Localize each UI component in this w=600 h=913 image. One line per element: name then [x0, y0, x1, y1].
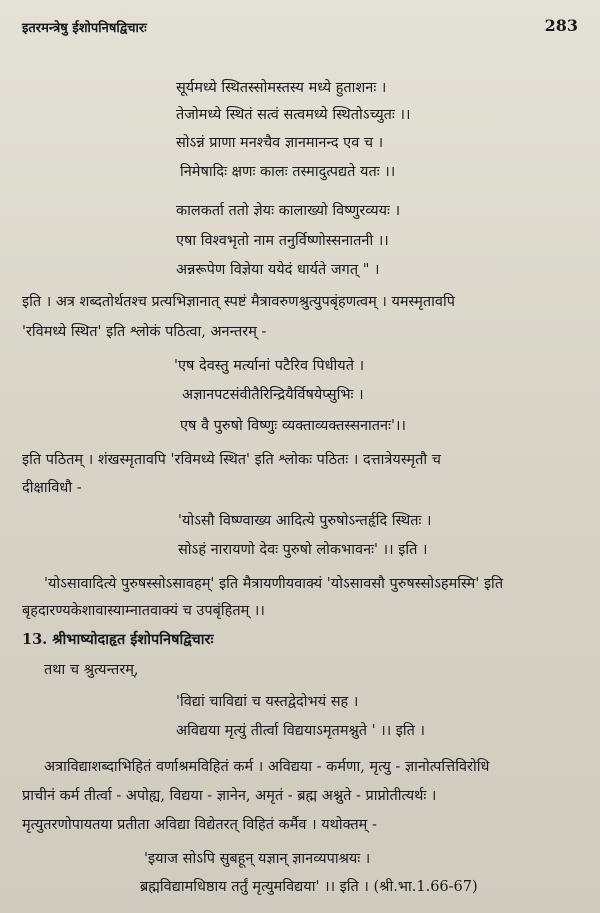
body-text-line: इति पठितम् । शंखस्मृतावपि 'रविमध्ये स्थित' इति श्लोकः पठितः । दत्तात्रेयस्मृतौ च: [22, 452, 441, 468]
body-text-line: 'योऽसावादित्ये पुरुषस्सोऽसावहम्' इति मैत्रायणीयवाक्यं 'योऽसावसौ पुरुषस्सोऽहमस्मि' इति: [44, 576, 504, 592]
page-number: 283: [544, 16, 578, 35]
verse-line: एष वै पुरुषो विष्णुः व्यक्ताव्यक्तस्सनातनः'।।: [180, 418, 407, 434]
body-text-line: बृहदारण्यकेशावास्याम्नातवाक्यं च उपबृंहितम् ।।: [22, 603, 265, 619]
verse-line: अज्ञानपटसंवीतैरिन्द्रियैर्विषयेप्सुभिः ।: [182, 387, 364, 403]
verse-line: सोऽहं नारायणो देवः पुरुषो लोकभावनः' ।। इति ।: [178, 542, 428, 558]
body-text-line: मृत्युतरणोपायतया प्रतीता अविद्या विद्येतरत् विहितं कर्मैव । यथोक्तम् -: [22, 817, 377, 833]
verse-line: तेजोमध्ये स्थितं सत्वं सत्वमध्ये स्थितोऽच्युतः ।।: [176, 107, 411, 123]
body-text-line: 'रविमध्ये स्थित' इति श्लोकं पठित्वा, अनन्तरम् -: [22, 324, 267, 340]
body-text-line: प्राचीनं कर्म तीर्त्वा - अपोह्य, विद्यया - ज्ञानेन, अमृतं - ब्रह्म अश्नुते - प्राप्नोतीत्यर्थः ।: [22, 788, 437, 804]
running-head: इतरमन्त्रेषु ईशोपनिषद्विचारः: [22, 21, 147, 36]
body-text-line: तथा च श्रुत्यन्तरम्,: [44, 662, 139, 678]
verse-line: निमेषादिः क्षणः कालः तस्मादुत्पद्यते यतः ।।: [180, 164, 396, 180]
body-text-line: इति । अत्र शब्दतोर्थतश्च प्रत्यभिज्ञानात् स्पष्टं मैत्रावरुणश्रुत्युपबृंहणत्वम् । यमस्मृतावपि: [22, 294, 455, 310]
verse-line: 'एष देवस्तु मर्त्यानां पटैरिव पिधीयते ।: [174, 358, 365, 374]
section-heading: 13. श्रीभाष्योदाहृत ईशोपनिषद्विचारः: [22, 631, 214, 648]
verse-line: अन्नरूपेण विज्ञेया ययेदं धार्यते जगत् " ।: [176, 262, 380, 278]
verse-line: सूर्यमध्ये स्थितस्सोमस्तस्य मध्ये हुताशनः ।: [176, 80, 387, 96]
verse-line: एषा विश्वभृतो नाम तनुर्विष्णोस्सनातनी ।।: [176, 233, 389, 249]
verse-line: 'विद्यां चाविद्यां च यस्तद्वेदोभयं सह ।: [176, 694, 359, 710]
verse-line: ब्रह्मविद्यामधिष्ठाय तर्तुं मृत्युमविद्यया' ।। इति । (श्री.भा.1.66-67): [140, 879, 478, 895]
verse-line: कालकर्ता ततो ज्ञेयः कालाख्यो विष्णुरव्ययः ।: [176, 203, 401, 219]
verse-line: 'इयाज सोऽपि सुबहून् यज्ञान् ज्ञानव्यपाश्रयः ।: [144, 851, 371, 867]
verse-line: 'योऽसौ विष्ण्वाख्य आदित्ये पुरुषोऽन्तर्हृदि स्थितः ।: [178, 513, 432, 529]
verse-line: अविद्यया मृत्युं तीर्त्वा विद्ययाऽमृतमश्नुते ' ।। इति ।: [176, 723, 426, 739]
body-text-line: अत्राविद्याशब्दाभिहितं वर्णाश्रमविहितं कर्म । अविद्यया - कर्मणा, मृत्यु - ज्ञानोत्पत्तिविरोधि: [44, 759, 490, 775]
body-text-line: दीक्षाविधौ -: [22, 480, 82, 496]
verse-line: सोऽन्नं प्राणा मनश्चैव ज्ञानमानन्द एव च ।: [176, 135, 384, 151]
